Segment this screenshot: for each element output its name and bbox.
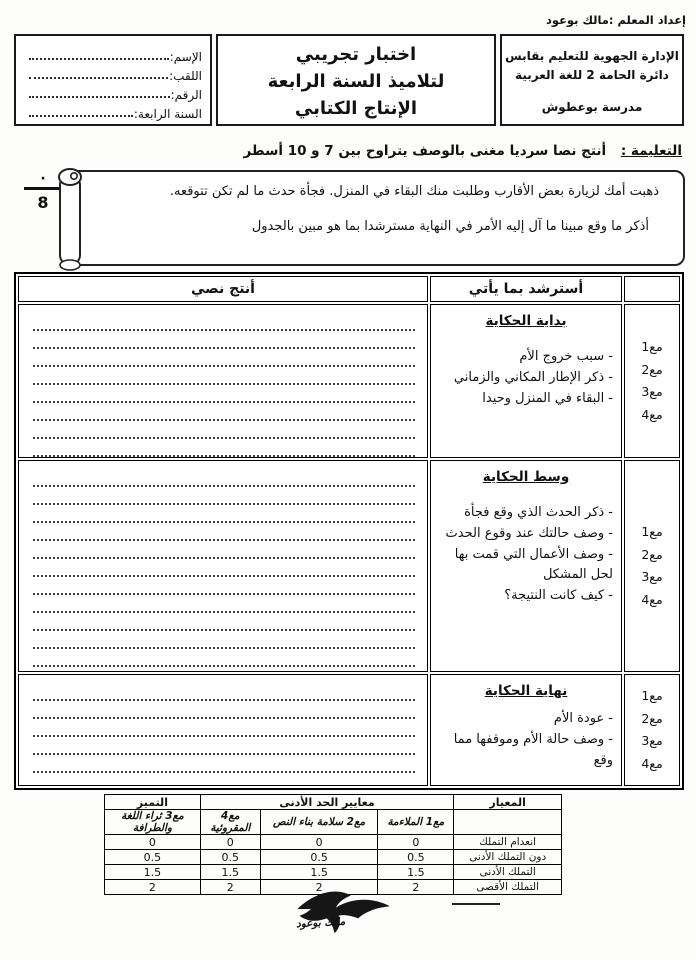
student-grade-field [26,102,202,121]
writing-line [33,439,415,457]
grading-row [105,865,562,880]
guidance-bullet: - عودة الأم [553,711,613,726]
column-header: مع2 سلامة بناء النص [260,810,378,835]
exam-title-line3: الإنتاج الكتابي [294,98,418,119]
criterion-tag: مع3 [641,384,663,399]
criterion-tag: مع1 [641,339,663,354]
writing-line [33,577,415,595]
score-value: 0 [260,835,378,850]
score-value: 0.5 [105,850,201,865]
guidance-bullet: - وصف حالة الأم وموقفها مما وقع [453,731,613,768]
grading-row [105,835,562,850]
criteria-cell [624,674,680,786]
writing-line [33,331,415,349]
writing-line [33,649,415,667]
score-value: 2 [260,880,378,895]
school-info-box [500,34,684,126]
score-value: 1.5 [200,865,260,880]
guidance-bullet: - البقاء في المنزل وحيدا [482,390,613,406]
criterion-tag: مع4 [641,755,663,771]
student-grade-label: السنة الرابعة: [133,107,202,121]
score-denominator: 8 [37,193,49,212]
section-title: بداية الحكاية [485,313,567,329]
header [14,34,684,126]
writing-line [33,523,415,541]
section-title: وسط الحكاية [482,469,570,485]
student-info-box [14,34,212,126]
footer-line [452,903,500,905]
criterion-tag: مع3 [641,733,663,748]
criterion-header: المعيار [454,795,562,810]
score-value: 2 [378,880,454,895]
student-name-label: الإسم: [169,50,202,64]
guidance-bullet: - ذكر الإطار المكاني والزماني [453,369,613,385]
school-admin-line: الإدارة الجهوية للتعليم بقابس [505,49,679,63]
story-end-row [18,674,680,786]
main-table [14,272,684,790]
writing-line [33,683,415,701]
writing-line [33,367,415,385]
fill-in-line [29,77,168,79]
score-value: 1.5 [378,865,454,880]
row-label: دون التملك الأدنى [454,850,562,865]
score-value: 0 [105,835,201,850]
criterion-tag: مع2 [641,546,663,562]
story-beginning-row [18,304,680,458]
score-value: 0.5 [260,850,378,865]
writing-line [33,487,415,505]
score-numerator: · [40,171,46,187]
production-header-cell: أنتج نصي [18,276,428,302]
row-label: التملك الأدنى [454,865,562,880]
score-value: 0.5 [200,850,260,865]
score-value: 2 [200,880,260,895]
prepared-by-line: إعداد المعلم :مالك بوعود [545,13,686,27]
guidance-bullet: - وصف الأعمال التي قمت بها لحل المشكل [454,546,613,583]
writing-line [33,349,415,367]
guidance-bullet: - سبب خروج الأم [519,349,613,364]
student-name-field [26,45,202,64]
writing-line [33,469,415,487]
guidance-cell [430,460,622,672]
writing-line [33,631,415,649]
exam-title-box [216,34,496,126]
exam-title-line1: اختبار تجريبي [295,44,417,65]
writing-line [33,313,415,331]
fill-in-line [29,96,170,98]
criteria-header-cell [624,276,680,302]
writing-line [33,737,415,755]
writing-area [18,460,428,672]
empty-cell [454,810,562,835]
grading-row [105,850,562,865]
grading-table [104,794,562,895]
fill-in-line [29,115,133,117]
writing-line [33,613,415,631]
writing-line [33,559,415,577]
writing-line [33,403,415,421]
scroll-icon [52,165,90,271]
criteria-cell [624,460,680,672]
criterion-tag: مع4 [641,591,663,607]
school-district-line: دائرة الحامة 2 للغة العربية [515,67,669,82]
fill-in-line [29,58,169,60]
instruction-text: أنتج نصا سرديا مغنى بالوصف يتراوح بين 7 و 10 أسطر [243,143,607,159]
grading-subheader-row [105,810,562,835]
writing-line [33,719,415,737]
score-value: 1.5 [260,865,378,880]
student-surname-field [26,64,202,83]
guidance-cell [430,674,622,786]
criterion-tag: مع3 [641,569,663,584]
column-header: مع1 الملاءمة [378,810,454,835]
score-value: 0 [200,835,260,850]
school-name-line: مدرسة بوعطوش [541,100,643,115]
section-title: نهاية الحكاية [484,683,568,699]
exam-title-line2: لتلاميذ السنة الرابعة [267,71,445,92]
guidance-cell [430,304,622,458]
writing-line [33,505,415,523]
prompt-box [62,170,685,266]
writing-area [18,304,428,458]
score-value: 1.5 [105,865,201,880]
min-criteria-group-header: معايير الحد الأدنى [200,795,453,810]
criterion-tag: مع1 [641,524,663,539]
writing-line [33,541,415,559]
guidance-bullet: - كيف كانت النتيجة؟ [504,588,613,604]
column-header: مع4 المقروئية [200,810,260,835]
writing-line [33,595,415,613]
writing-area [18,674,428,786]
score-value: 2 [105,880,201,895]
guidance-header-cell: أسترشد بما يأتي [430,276,622,302]
story-middle-row [18,460,680,672]
prompt-line1: ذهبت أمك لزيارة بعض الأقارب وطلبت منك البقاء في المنزل. فجأة حدث ما لم تكن تتوقعه. [169,184,659,199]
grading-header-row [105,795,562,810]
writing-line [33,755,415,773]
guidance-bullet: - ذكر الحدث الذي وقع فجأة [464,505,613,520]
instruction-line [244,143,682,159]
criterion-tag: مع4 [641,406,663,422]
signature-text: مالك بوعود [295,915,346,931]
prompt-line2: أذكر ما وقع مبينا ما آل إليه الأمر في النهاية مسترشدا بما هو مبين بالجدول [251,219,649,235]
student-number-label: الرقم: [170,88,202,102]
writing-line [33,421,415,439]
instruction-label: التعليمة : [620,143,682,159]
excellence-header: التميز [105,795,201,810]
criterion-tag: مع2 [641,361,663,377]
main-table-header-row [18,276,680,302]
score-value: 0.5 [378,850,454,865]
row-label: التملك الأقصى [454,880,562,895]
student-number-field [26,83,202,102]
column-header: مع3 ثراء اللغة والطرافة [105,810,201,835]
criterion-tag: مع2 [641,710,663,726]
student-surname-label: اللقب: [169,69,202,83]
score-value: 0 [378,835,454,850]
criterion-tag: مع1 [641,688,663,703]
criteria-cell [624,304,680,458]
row-label: انعدام التملك [454,835,562,850]
writing-line [33,701,415,719]
writing-line [33,385,415,403]
bird-logo-icon [294,886,402,940]
guidance-bullet: - وصف حالتك عند وقوع الحدث [445,525,613,541]
